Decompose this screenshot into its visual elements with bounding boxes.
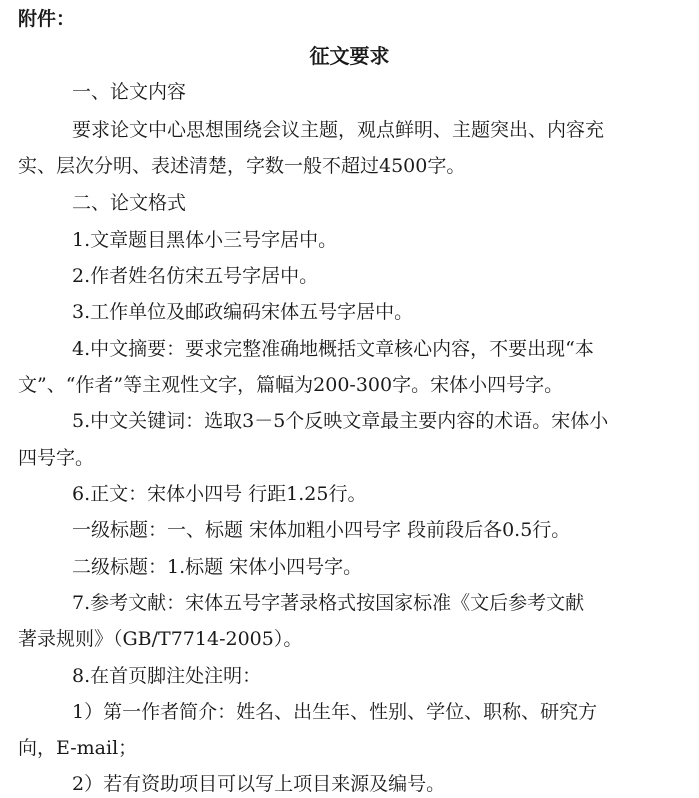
paragraph-line: 著录规则》（GB/T7714-2005）。 [18, 628, 303, 650]
list-item: 一级标题：一、标题 宋体加粗小四号字 段前段后各0.5行。 [72, 519, 571, 541]
list-item: 6.正文：宋体小四号 行距1.25行。 [72, 483, 367, 505]
section-heading-content: 一、论文内容 [72, 81, 187, 103]
paragraph-line: 向，E-mail； [18, 737, 138, 759]
attachment-label: 附件： [18, 8, 76, 30]
list-item: 2）若有资助项目可以写上项目来源及编号。 [72, 773, 446, 795]
paragraph-line: 实、层次分明、表述清楚，字数一般不超过4500字。 [18, 155, 466, 177]
section-heading-format: 二、论文格式 [72, 192, 187, 214]
list-item: 5.中文关键词：选取3－5个反映文章最主要内容的术语。宋体小 [72, 410, 609, 432]
list-item: 8.在首页脚注处注明： [72, 665, 262, 687]
list-item: 二级标题：1.标题 宋体小四号字。 [72, 556, 363, 578]
list-item: 1）第一作者简介：姓名、出生年、性别、学位、职称、研究方 [72, 701, 598, 723]
page-title: 征文要求 [309, 44, 390, 68]
list-item: 7.参考文献：宋体五号字著录格式按国家标准《文后参考文献 [72, 592, 585, 614]
paragraph-line: 四号字。 [18, 447, 95, 469]
paragraph-line: 文”、“作者”等主观性文字，篇幅为200-300字。宋体小四号字。 [18, 374, 564, 396]
list-item: 2.作者姓名仿宋五号字居中。 [72, 265, 319, 287]
paragraph-line: 要求论文中心思想围绕会议主题，观点鲜明、主题突出、内容充 [72, 119, 605, 141]
list-item: 3.工作单位及邮政编码宋体五号字居中。 [72, 301, 414, 323]
list-item: 1.文章题目黑体小三号字居中。 [72, 229, 338, 251]
list-item: 4.中文摘要：要求完整准确地概括文章核心内容，不要出现“本 [72, 338, 594, 360]
